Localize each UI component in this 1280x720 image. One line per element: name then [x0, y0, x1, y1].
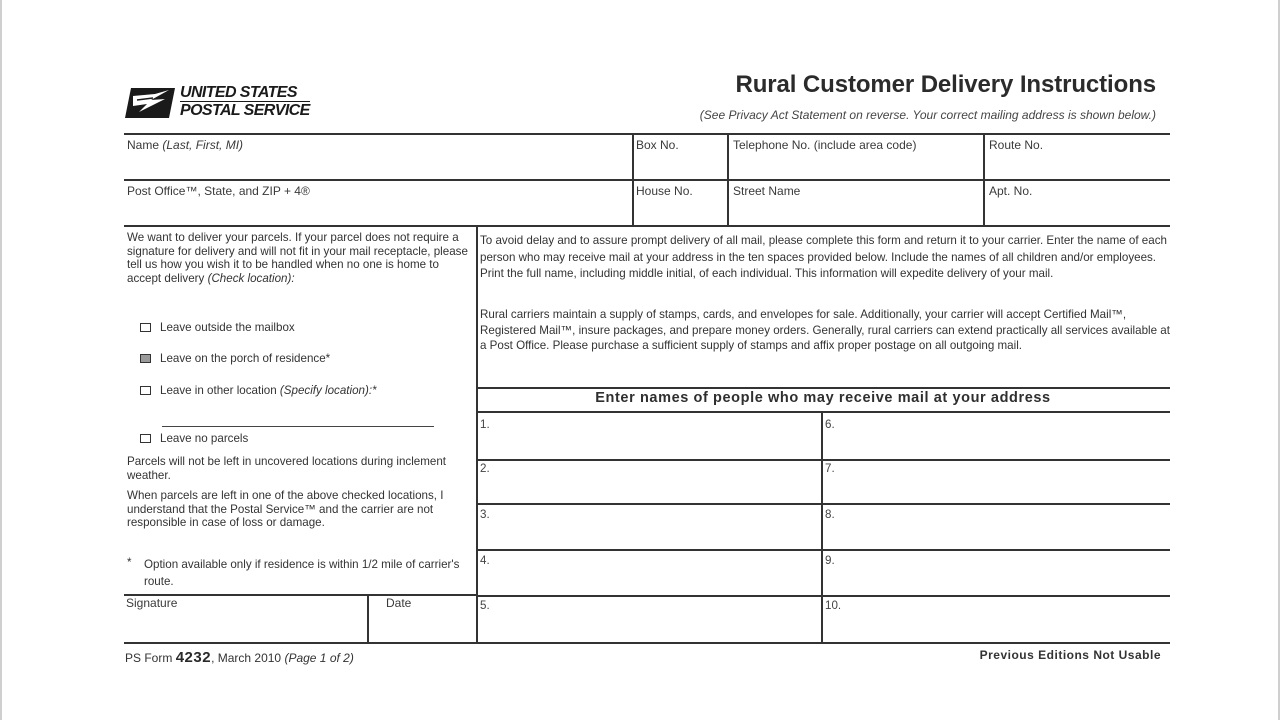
divider: [477, 549, 1170, 551]
editions-note: Previous Editions Not Usable: [979, 648, 1161, 662]
name-input[interactable]: [126, 156, 630, 178]
name-entry-8[interactable]: [844, 508, 1168, 546]
route-no-input[interactable]: [988, 156, 1170, 178]
divider: [477, 595, 1170, 597]
option-label: Leave no parcels: [160, 432, 249, 445]
option-outside-mailbox[interactable]: [140, 321, 295, 334]
divider: [477, 387, 1170, 389]
form-prefix: PS Form: [125, 651, 173, 665]
checkbox[interactable]: [140, 323, 151, 332]
usps-eagle-icon: [125, 86, 175, 120]
option-label-hint: (Specify location):*: [279, 384, 377, 397]
telephone-input[interactable]: [732, 156, 982, 178]
name-entry-3[interactable]: [496, 508, 820, 546]
house-no-label: House No.: [636, 184, 693, 198]
name-cell-number: 4.: [480, 554, 490, 567]
name-entry-7[interactable]: [844, 462, 1168, 500]
option-label: [160, 384, 377, 397]
names-table-header: Enter names of people who may receive mail at your address: [595, 390, 1051, 406]
form-subtitle: (See Privacy Act Statement on reverse. Your correct mailing address is shown below.): [699, 108, 1156, 122]
footnote-text: Option available only if residence is within 1/2 mile of carrier's route.: [144, 558, 460, 588]
post-office-label: Post Office™, State, and ZIP + 4®: [127, 184, 310, 198]
name-cell-number: 2.: [480, 462, 490, 475]
parcels-intro-text: We want to deliver your parcels. If your parcel does not require a signature for delivery and will not fit in your mail receptacle, please tell us how you wish it to be handled when no one is home to accept delivery: [127, 231, 468, 285]
post-office-input[interactable]: [126, 202, 630, 224]
name-cell-number: 10.: [825, 599, 842, 612]
logo-line-1: UNITED STATES: [180, 84, 297, 101]
option-other-location[interactable]: [140, 384, 377, 397]
logo-line-2: POSTAL SERVICE: [180, 102, 310, 119]
option-no-parcels[interactable]: [140, 432, 248, 445]
name-cell-number: 5.: [480, 599, 490, 612]
option-porch[interactable]: [140, 352, 330, 365]
name-entry-1[interactable]: [496, 418, 820, 456]
name-entry-10[interactable]: [844, 599, 1168, 639]
name-entry-6[interactable]: [844, 418, 1168, 456]
apt-no-input[interactable]: [988, 202, 1170, 224]
divider: [477, 503, 1170, 505]
form-title: Rural Customer Delivery Instructions: [735, 71, 1156, 98]
signature-label: Signature: [126, 596, 178, 610]
name-entry-2[interactable]: [496, 462, 820, 500]
divider: [983, 134, 985, 226]
box-no-label: Box No.: [636, 138, 679, 152]
telephone-label: Telephone No. (include area code): [733, 138, 917, 152]
weather-note: Parcels will not be left in uncovered locations during inclement weather.: [127, 455, 446, 482]
divider: [124, 642, 1170, 644]
option-label-text: Leave in other location: [160, 384, 277, 397]
form-id: [125, 649, 354, 666]
other-location-input[interactable]: [162, 406, 438, 426]
checkbox[interactable]: [140, 386, 151, 395]
name-cell-number: 6.: [825, 418, 835, 431]
parcels-intro: [127, 231, 469, 285]
form-number: 4232: [175, 649, 212, 666]
divider: [124, 133, 1170, 135]
instructions-para-1: To avoid delay and to assure prompt delivery of all mail, please complete this form and return it to your carrier. Enter the name of each person who may receive mail at your address in the ten spaces provided below. Include the names of all children and/or employees. Print the full name, including middle initial, of each individual. This information will expedite delivery of your mail.: [480, 234, 1167, 280]
divider: [124, 179, 1170, 181]
option-label: Leave on the porch of residence*: [160, 352, 331, 365]
name-cell-number: 8.: [825, 508, 835, 521]
name-entry-9[interactable]: [844, 554, 1168, 592]
name-field-label: [127, 138, 243, 152]
name-label-hint: (Last, First, MI): [162, 138, 244, 152]
divider: [727, 134, 729, 226]
house-no-input[interactable]: [635, 202, 727, 224]
checkbox[interactable]: [140, 434, 151, 443]
divider: [367, 595, 369, 643]
date-input[interactable]: [372, 614, 476, 640]
parcels-intro-hint: (Check location):: [207, 271, 295, 285]
instructions-para-2: Rural carriers maintain a supply of stamps, cards, and envelopes for sale. Additionally, your carrier will accept Certified Mail™, Registered Mail™, insure packages, and prepare money orders. Generally, rural carriers can extend practically all services available at a Post Office. Please purchase a sufficient supply of stamps and affix proper postage on all outgoing mail.: [480, 308, 1170, 352]
other-location-line: [162, 426, 434, 427]
divider: [477, 411, 1170, 413]
route-no-label: Route No.: [989, 138, 1044, 152]
checkbox[interactable]: [140, 354, 151, 363]
name-entry-5[interactable]: [496, 599, 820, 639]
box-no-input[interactable]: [635, 156, 727, 178]
name-cell-number: 7.: [825, 462, 835, 475]
usps-wordmark: [180, 84, 310, 119]
divider: [476, 226, 478, 644]
apt-no-label: Apt. No.: [989, 184, 1033, 198]
name-label-text: Name: [127, 138, 160, 152]
footnote-mark: *: [127, 556, 132, 569]
street-name-input[interactable]: [732, 202, 982, 224]
divider: [632, 134, 634, 226]
option-label: Leave outside the mailbox: [160, 321, 295, 334]
liability-note: When parcels are left in one of the above checked locations, I understand that the Postal Service™ and the carrier are not responsible in case of loss or damage.: [127, 489, 444, 530]
name-cell-number: 3.: [480, 508, 490, 521]
form-date: , March 2010: [211, 651, 282, 665]
page-indicator: (Page 1 of 2): [284, 651, 354, 665]
name-cell-number: 9.: [825, 554, 835, 567]
divider: [821, 412, 823, 643]
name-cell-number: 1.: [480, 418, 490, 431]
name-entry-4[interactable]: [496, 554, 820, 592]
street-name-label: Street Name: [733, 184, 801, 198]
signature-input[interactable]: [126, 614, 366, 640]
date-label: Date: [386, 596, 412, 610]
divider: [477, 459, 1170, 461]
divider: [124, 225, 1170, 227]
